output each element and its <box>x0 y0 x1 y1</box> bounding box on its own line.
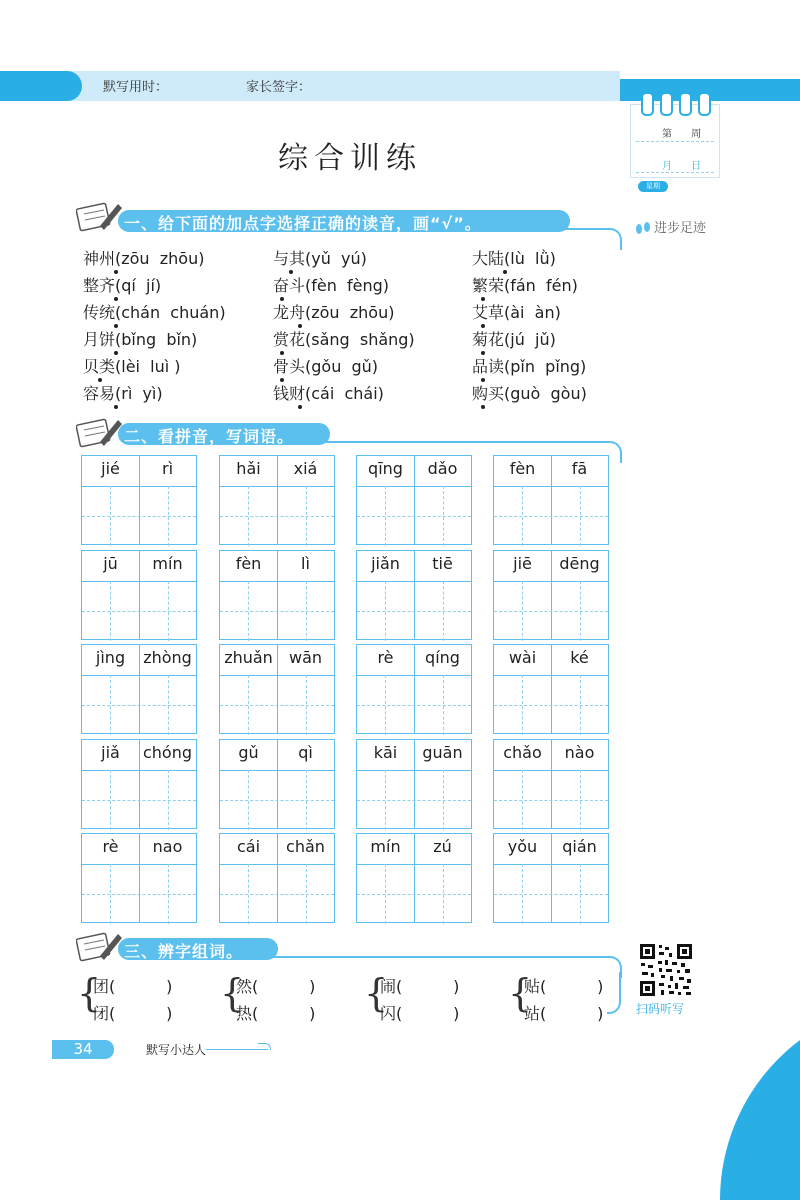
s3-item: 闹( ) <box>380 977 460 996</box>
word-cell[interactable] <box>493 550 609 640</box>
dashed-guide <box>357 894 471 895</box>
pinyin-syllable: rè <box>377 648 394 667</box>
dashed-guide <box>580 675 581 735</box>
q1-item: 龙舟(zōu zhōu) <box>273 303 395 322</box>
q1-item: 大陆(lù lǜ) <box>472 249 556 268</box>
dashed-guide <box>82 705 196 706</box>
pinyin-syllable: mín <box>152 554 183 573</box>
pinyin-syllable: kāi <box>373 743 398 762</box>
pinyin-rule <box>494 864 608 865</box>
pinyin-syllable: chǎo <box>503 743 542 762</box>
book-title: 默写小达人 <box>146 1043 207 1057</box>
pinyin-rule <box>82 675 196 676</box>
dashed-guide <box>443 486 444 546</box>
pinyin-syllable: nao <box>152 837 183 856</box>
pinyin-syllable: rì <box>161 459 174 478</box>
pinyin-syllable: zú <box>433 837 452 856</box>
word-cell[interactable] <box>81 455 197 545</box>
dashed-guide <box>306 770 307 830</box>
pinyin-syllable: mín <box>370 837 401 856</box>
word-cell[interactable] <box>356 833 472 923</box>
dashed-guide <box>494 516 608 517</box>
dashed-guide <box>110 486 111 546</box>
dashed-guide <box>306 675 307 735</box>
calendar-date: 月 日 <box>662 161 702 172</box>
dashed-guide <box>110 770 111 830</box>
pinyin-rule <box>82 581 196 582</box>
pinyin-rule <box>220 581 334 582</box>
pinyin-syllable: zhòng <box>143 648 192 667</box>
emphasis-dot <box>114 297 118 301</box>
pinyin-syllable: cái <box>236 837 261 856</box>
word-cell[interactable] <box>356 739 472 829</box>
pinyin-rule <box>357 675 471 676</box>
emphasis-dot <box>289 270 293 274</box>
pinyin-rule <box>220 486 334 487</box>
emphasis-dot <box>503 270 507 274</box>
corner-decoration <box>720 1000 800 1200</box>
pinyin-rule <box>357 581 471 582</box>
pencil-icon <box>76 416 120 442</box>
q1-item: 钱财(cái chái) <box>273 384 384 403</box>
dashed-guide <box>306 486 307 546</box>
pinyin-syllable: jū <box>103 554 118 573</box>
dashed-guide <box>494 705 608 706</box>
dashed-guide <box>248 864 249 924</box>
emphasis-dot <box>481 297 485 301</box>
pinyin-syllable: lì <box>301 554 310 573</box>
page-number: 34 <box>52 1040 114 1059</box>
s3-item: 然( ) <box>236 977 316 996</box>
section1-rule-curve <box>600 228 622 250</box>
q1-item: 容易(rì yì) <box>83 384 163 403</box>
brace-icon: { <box>220 971 245 1015</box>
pinyin-syllable: qì <box>298 743 313 762</box>
calendar-week: 第 周 <box>662 129 702 140</box>
pinyin-rule <box>82 864 196 865</box>
pencil-icon <box>76 930 120 956</box>
dashed-guide <box>82 800 196 801</box>
dashed-guide <box>110 864 111 924</box>
dashed-guide <box>385 486 386 546</box>
s3-item: 团( ) <box>93 977 173 996</box>
s3-item: 闭( ) <box>93 1004 173 1023</box>
brace-icon: { <box>508 971 533 1015</box>
emphasis-dot <box>280 378 284 382</box>
emphasis-dot <box>280 351 284 355</box>
signature-label: 家长签字： <box>246 80 312 95</box>
dashed-guide <box>168 675 169 735</box>
q1-item: 骨头(gǒu gǔ) <box>273 357 379 376</box>
dashed-guide <box>522 864 523 924</box>
dashed-guide <box>580 770 581 830</box>
dashed-guide <box>494 611 608 612</box>
pinyin-rule <box>357 770 471 771</box>
word-cell[interactable] <box>219 739 335 829</box>
pinyin-rule <box>220 675 334 676</box>
pinyin-syllable: wān <box>288 648 323 667</box>
qr-code-icon[interactable] <box>639 943 693 997</box>
q1-item: 繁荣(fán fén) <box>472 276 578 295</box>
s3-item: 贴( ) <box>524 977 604 996</box>
q1-item: 整齐(qí jí) <box>83 276 162 295</box>
section1-heading: 一、给下面的加点字选择正确的读音，画“√”。 <box>124 214 482 233</box>
dashed-guide <box>385 864 386 924</box>
pinyin-syllable: nào <box>564 743 595 762</box>
q1-item: 月饼(bǐng bǐn) <box>83 330 198 349</box>
emphasis-dot <box>298 324 302 328</box>
word-cell[interactable] <box>356 550 472 640</box>
ring-icon <box>679 92 692 116</box>
header-tab <box>0 71 82 101</box>
pinyin-rule <box>82 770 196 771</box>
dashed-guide <box>443 581 444 641</box>
dashed-guide <box>443 770 444 830</box>
dashed-guide <box>385 675 386 735</box>
word-cell[interactable] <box>356 644 472 734</box>
pinyin-rule <box>494 675 608 676</box>
dashed-guide <box>220 516 334 517</box>
pinyin-syllable: chǎn <box>286 837 325 856</box>
q1-item: 赏花(sǎng shǎng) <box>273 330 415 349</box>
q1-item: 品读(pǐn pǐng) <box>472 357 587 376</box>
dashed-guide <box>357 516 471 517</box>
dashed-guide <box>494 800 608 801</box>
q1-item: 神州(zōu zhōu) <box>83 249 205 268</box>
qr-label: 扫码听写 <box>636 1002 685 1016</box>
dashed-guide <box>168 486 169 546</box>
pinyin-rule <box>357 864 471 865</box>
pinyin-syllable: gǔ <box>238 743 259 762</box>
dashed-guide <box>443 864 444 924</box>
dashed-guide <box>306 864 307 924</box>
pinyin-syllable: dēng <box>559 554 600 573</box>
pinyin-syllable: fā <box>571 459 588 478</box>
q1-item: 与其(yǔ yú) <box>273 249 367 268</box>
pinyin-syllable: jiē <box>513 554 532 573</box>
section3-rule <box>270 956 608 958</box>
pinyin-syllable: tiē <box>432 554 453 573</box>
dashed-guide <box>248 770 249 830</box>
word-cell[interactable] <box>493 739 609 829</box>
emphasis-dot <box>98 378 102 382</box>
dashed-guide <box>522 581 523 641</box>
pinyin-syllable: fèn <box>509 459 536 478</box>
dashed-guide <box>522 486 523 546</box>
dashed-guide <box>522 675 523 735</box>
q1-item: 贝类(lèi luì ) <box>83 357 181 376</box>
dashed-guide <box>306 581 307 641</box>
pinyin-syllable: jìng <box>95 648 126 667</box>
dashed-guide <box>248 581 249 641</box>
emphasis-dot <box>280 297 284 301</box>
dashed-guide <box>385 581 386 641</box>
emphasis-dot <box>481 405 485 409</box>
pinyin-syllable: wài <box>508 648 537 667</box>
dashed-guide <box>494 894 608 895</box>
pencil-icon <box>76 200 120 226</box>
pinyin-syllable: fèn <box>235 554 262 573</box>
emphasis-dot <box>481 324 485 328</box>
pinyin-rule <box>357 486 471 487</box>
page-title: 综合训练 <box>278 141 422 176</box>
dashed-guide <box>385 770 386 830</box>
word-cell[interactable] <box>81 644 197 734</box>
brace-icon: { <box>77 971 102 1015</box>
word-cell[interactable] <box>219 644 335 734</box>
word-cell[interactable] <box>493 455 609 545</box>
dashed-guide <box>82 611 196 612</box>
q1-item: 购买(guò gòu) <box>472 384 587 403</box>
dashed-guide <box>357 705 471 706</box>
q1-item: 传统(chán chuán) <box>83 303 226 322</box>
pinyin-rule <box>220 864 334 865</box>
pinyin-rule <box>494 770 608 771</box>
emphasis-dot <box>481 378 485 382</box>
pinyin-syllable: rè <box>102 837 119 856</box>
word-cell[interactable] <box>81 739 197 829</box>
pinyin-syllable: qián <box>562 837 597 856</box>
emphasis-dot <box>114 270 118 274</box>
word-cell[interactable] <box>219 455 335 545</box>
dashed-guide <box>220 705 334 706</box>
pinyin-rule <box>82 486 196 487</box>
emphasis-dot <box>114 405 118 409</box>
section2-heading: 二、看拼音，写词语。 <box>124 427 295 446</box>
dashed-guide <box>168 770 169 830</box>
footprints-icon <box>634 220 652 239</box>
section3-frame-curve <box>607 972 621 1014</box>
pinyin-syllable: qíng <box>425 648 460 667</box>
word-cell[interactable] <box>356 455 472 545</box>
word-cell[interactable] <box>81 550 197 640</box>
section3-heading: 三、辨字组词。 <box>124 942 244 961</box>
dashed-guide <box>357 800 471 801</box>
emphasis-dot <box>114 351 118 355</box>
word-cell[interactable] <box>219 833 335 923</box>
dashed-guide <box>357 611 471 612</box>
s3-item: 热( ) <box>236 1004 316 1023</box>
word-cell[interactable] <box>81 833 197 923</box>
pinyin-syllable: ké <box>570 648 589 667</box>
dashed-guide <box>580 864 581 924</box>
s3-item: 闪( ) <box>380 1004 460 1023</box>
ring-icon <box>698 92 711 116</box>
pinyin-rule <box>220 770 334 771</box>
ring-icon <box>660 92 673 116</box>
pinyin-syllable: jiǎn <box>371 554 400 573</box>
dashed-guide <box>580 581 581 641</box>
pinyin-syllable: qīng <box>368 459 403 478</box>
pinyin-syllable: jiǎ <box>101 743 120 762</box>
pinyin-syllable: zhuǎn <box>224 648 273 667</box>
ring-icon <box>641 92 654 116</box>
emphasis-dot <box>481 351 485 355</box>
dashed-guide <box>220 800 334 801</box>
q1-item: 艾草(ài àn) <box>472 303 561 322</box>
word-cell[interactable] <box>493 644 609 734</box>
pinyin-syllable: dǎo <box>427 459 458 478</box>
word-cell[interactable] <box>493 833 609 923</box>
time-label: 默写用时： <box>103 80 169 95</box>
dashed-guide <box>443 675 444 735</box>
brace-icon: { <box>364 971 389 1015</box>
pinyin-syllable: yǒu <box>507 837 538 856</box>
dashed-guide <box>248 675 249 735</box>
dashed-guide <box>220 611 334 612</box>
emphasis-dot <box>114 324 118 328</box>
dashed-guide <box>82 516 196 517</box>
pinyin-syllable: xiá <box>293 459 318 478</box>
section2-rule <box>320 441 608 443</box>
dashed-guide <box>82 894 196 895</box>
q1-item: 菊花(jú jǔ) <box>472 330 556 349</box>
dashed-guide <box>168 864 169 924</box>
pinyin-syllable: hǎi <box>236 459 261 478</box>
pinyin-rule <box>494 581 608 582</box>
dashed-guide <box>168 581 169 641</box>
word-cell[interactable] <box>219 550 335 640</box>
dashed-guide <box>580 486 581 546</box>
emphasis-dot <box>298 405 302 409</box>
s3-item: 站( ) <box>524 1004 604 1023</box>
dashed-guide <box>220 894 334 895</box>
progress-label: 进步足迹 <box>654 221 707 236</box>
dashed-guide <box>248 486 249 546</box>
dashed-guide <box>110 581 111 641</box>
pinyin-syllable: jié <box>101 459 120 478</box>
pinyin-syllable: chóng <box>142 743 193 762</box>
pinyin-syllable: guān <box>422 743 463 762</box>
q1-item: 奋斗(fèn fèng) <box>273 276 390 295</box>
dashed-guide <box>522 770 523 830</box>
footer-rule-curve <box>258 1043 271 1050</box>
weekday-tag: 星期 <box>638 181 668 192</box>
pinyin-rule <box>494 486 608 487</box>
dashed-guide <box>110 675 111 735</box>
